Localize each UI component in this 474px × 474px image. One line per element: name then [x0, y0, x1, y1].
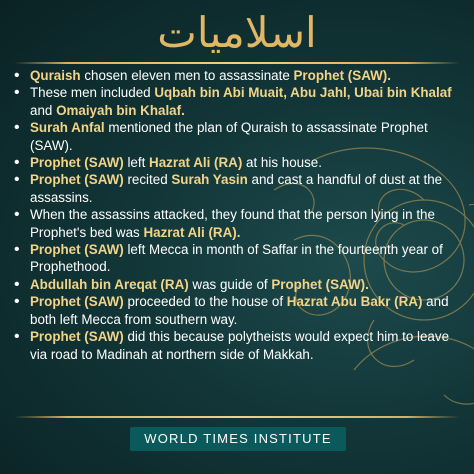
list-item — [10, 293, 462, 328]
body-text: left — [123, 155, 150, 171]
highlight-text: Prophet (SAW) — [30, 155, 124, 171]
list-item — [10, 241, 462, 276]
highlight-text: Surah Yasin — [171, 172, 248, 188]
highlight-text: Prophet (SAW) — [30, 242, 124, 258]
highlight-text: Omaiyah bin Khalaf. — [56, 102, 185, 118]
body-text: When the assassins attacked, they found that the person lying in the Prophet's bed was — [30, 207, 435, 240]
highlight-text: Hazrat Ali (RA) — [149, 155, 243, 171]
highlight-text: Abdullah bin Areqat (RA) — [30, 276, 189, 292]
footer-bar — [130, 427, 346, 451]
page-title: اسلامیات — [157, 8, 317, 57]
content-area — [10, 67, 462, 363]
list-item — [10, 154, 462, 171]
body-text: recited — [123, 172, 172, 188]
top-divider — [14, 62, 460, 64]
list-item — [10, 171, 462, 206]
highlight-text: Prophet (SAW). — [293, 68, 391, 83]
body-text: and cast a handful of dust at the assassins. — [30, 172, 443, 205]
list-item — [10, 67, 462, 84]
body-text: mentioned the plan of Quraish to assassinate Prophet (SAW). — [30, 120, 428, 153]
body-text: and both left Mecca from southern way. — [30, 294, 449, 327]
body-text: and — [30, 102, 57, 118]
highlight-text: Prophet (SAW). — [271, 276, 369, 292]
highlight-text: Prophet (SAW) — [30, 294, 124, 310]
list-item — [10, 276, 462, 293]
highlight-text: Hazrat Abu Bakr (RA) — [286, 294, 423, 310]
footer-brand: WORLD TIMES INSTITUTE — [144, 431, 332, 446]
body-text: proceeded to the house of — [123, 294, 287, 310]
body-text: at his house. — [242, 155, 322, 171]
body-text: These men included — [30, 85, 155, 101]
highlight-text: Surah Anfal — [30, 120, 105, 136]
highlight-text: Uqbah bin Abi Muait, Abu Jahl, Ubai bin Khalaf — [154, 85, 452, 101]
highlight-text: Prophet (SAW) — [30, 172, 124, 188]
highlight-text: Prophet (SAW) — [30, 329, 124, 345]
body-text: left Mecca in month of Saffar in the fourteenth year of Prophethood. — [30, 242, 443, 275]
body-text: chosen eleven men to assassinate — [80, 68, 294, 83]
list-item — [10, 119, 462, 154]
bullet-list — [10, 67, 462, 363]
list-item — [10, 328, 462, 363]
bottom-divider — [14, 416, 460, 418]
body-text: did this because polytheists would expect him to leave via road to Madinah at northern side of Makkah. — [30, 329, 450, 362]
list-item — [10, 206, 462, 241]
body-text: was guide of — [188, 276, 272, 292]
list-item — [10, 84, 462, 119]
highlight-text: Quraish — [30, 68, 81, 83]
highlight-text: Hazrat Ali (RA). — [143, 224, 241, 240]
